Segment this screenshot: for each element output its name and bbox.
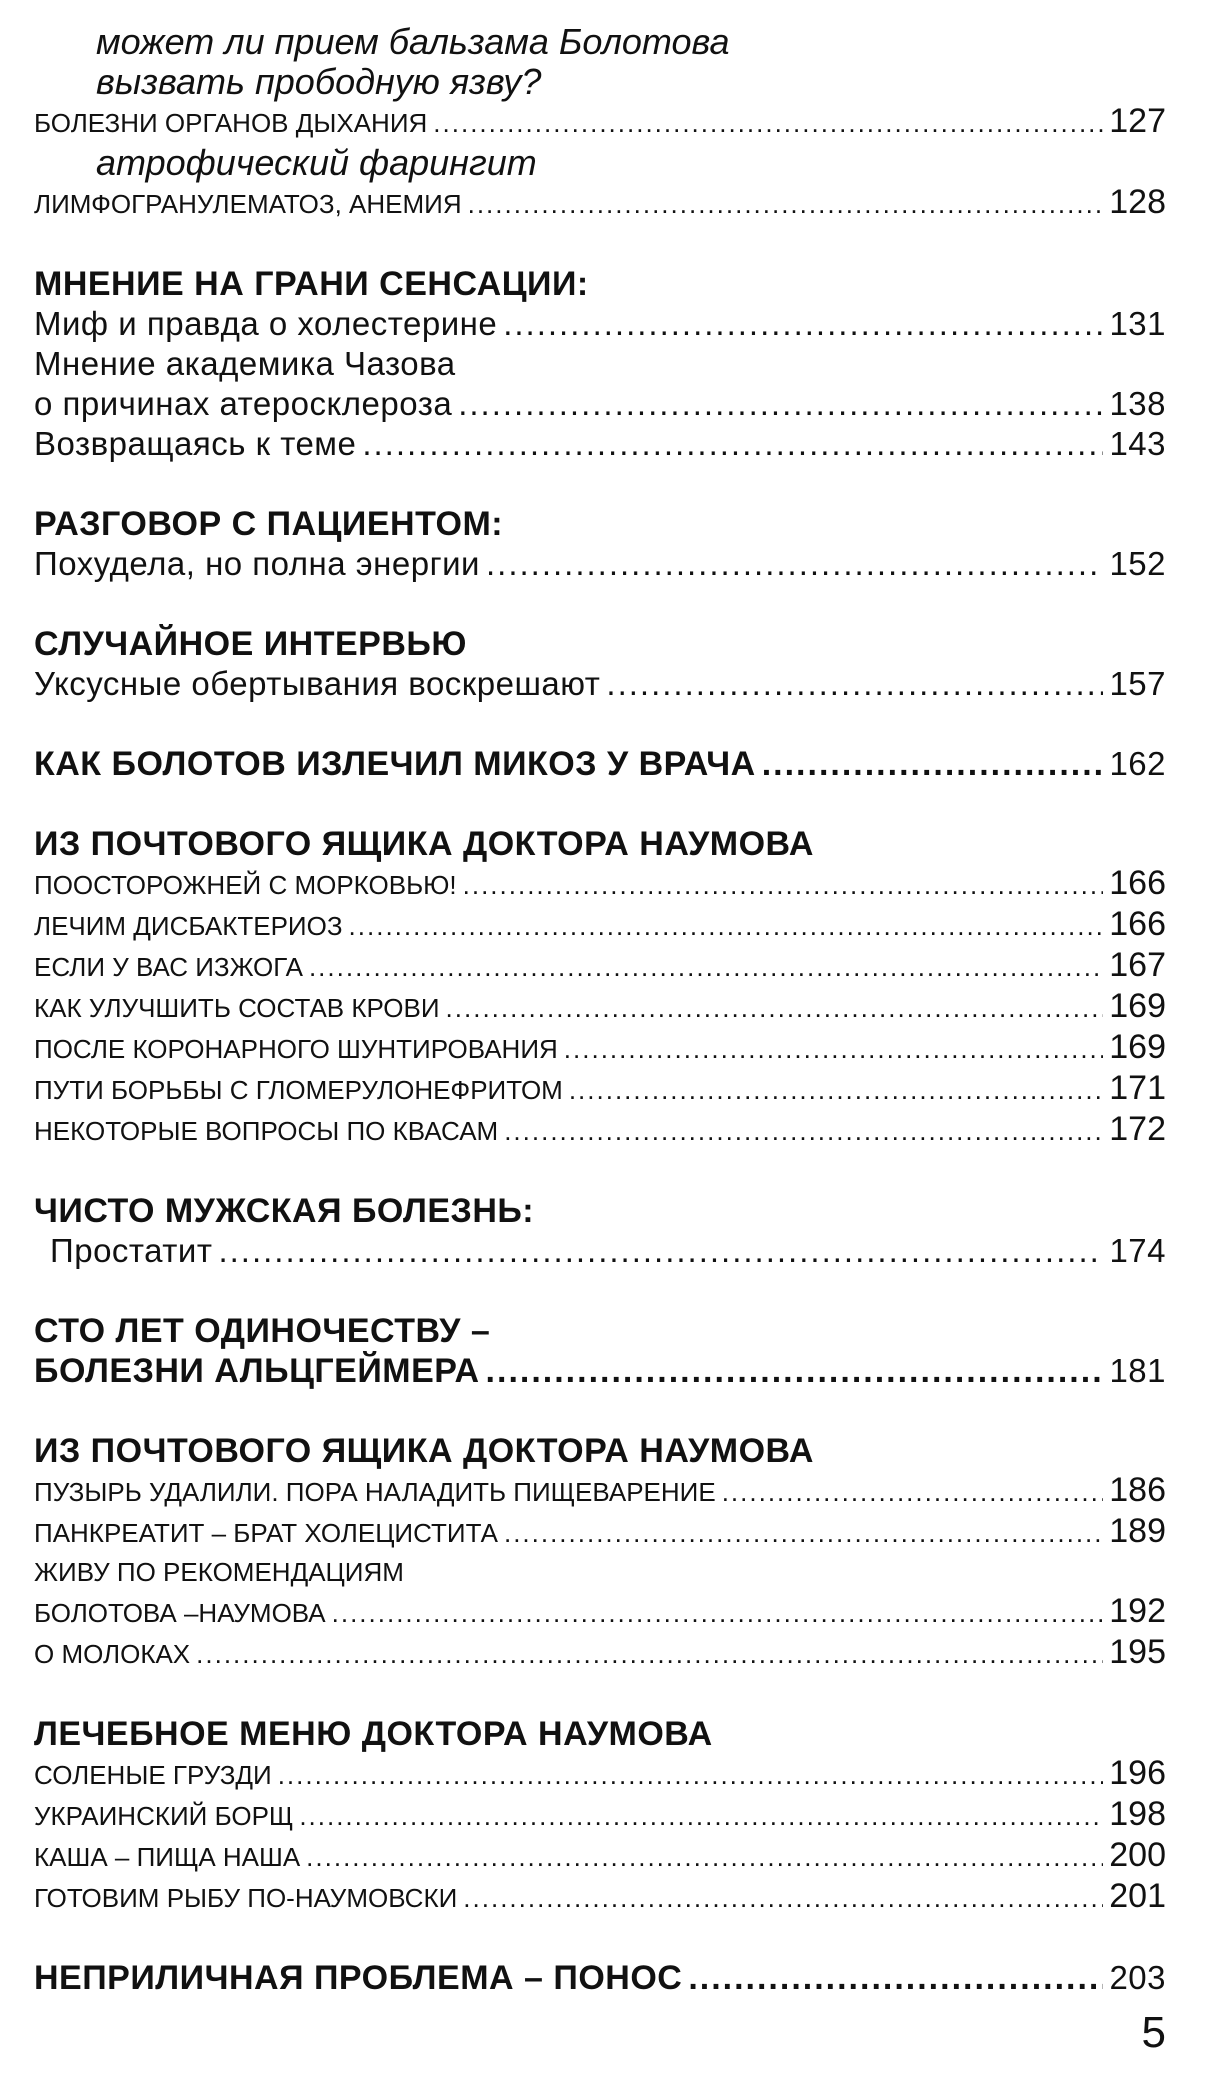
note-line: атрофический фарингит [96, 142, 537, 183]
entry-title: КАША – ПИЩА НАША [34, 1842, 301, 1872]
toc-entry [34, 864, 1166, 905]
dot-leader [722, 1473, 1104, 1512]
toc-entry [34, 102, 1166, 143]
entry-page: 189 [1109, 1512, 1166, 1550]
section-heading: СТО ЛЕТ ОДИНОЧЕСТВУ – [34, 1312, 491, 1350]
dot-leader [309, 948, 1103, 987]
entry-page: 196 [1109, 1754, 1166, 1792]
entry-page: 127 [1109, 102, 1166, 140]
toc-entry [34, 544, 1166, 584]
entry-page: 128 [1109, 183, 1166, 221]
entry-title: о причинах атеросклероза [34, 385, 453, 422]
toc-entry [34, 987, 1166, 1028]
section-heading: ЛЕЧЕБНОЕ МЕНЮ ДОКТОРА НАУМОВА [34, 1715, 713, 1753]
section-heading: ИЗ ПОЧТОВОГО ЯЩИКА ДОКТОРА НАУМОВА [34, 1432, 814, 1470]
toc-entry [34, 424, 1166, 464]
spacer [34, 704, 1166, 744]
entry-page: 143 [1109, 425, 1166, 462]
entry-title: БОЛЕЗНИ ОРГАНОВ ДЫХАНИЯ [34, 108, 428, 138]
entry-title: КАК БОЛОТОВ ИЗЛЕЧИЛ МИКОЗ У ВРАЧА [34, 745, 756, 783]
section-heading: МНЕНИЕ НА ГРАНИ СЕНСАЦИИ: [34, 265, 589, 303]
toc-entry [34, 1028, 1166, 1069]
entry-title: ПУТИ БОРЬБЫ С ГЛОМЕРУЛОНЕФРИТОМ [34, 1075, 563, 1105]
toc-entry [34, 946, 1166, 987]
dot-leader [278, 1756, 1104, 1795]
toc-entry [34, 1633, 1166, 1674]
dot-leader [504, 1112, 1103, 1151]
entry-page: 169 [1109, 987, 1166, 1025]
entry-page: 174 [1109, 1232, 1166, 1269]
entry-page: 201 [1109, 1877, 1166, 1915]
entry-page: 166 [1109, 905, 1166, 943]
entry-page: 195 [1109, 1633, 1166, 1671]
dot-leader [486, 544, 1103, 584]
dot-leader [569, 1071, 1103, 1110]
dot-leader [564, 1030, 1103, 1069]
entry-title: О МОЛОКАХ [34, 1639, 191, 1669]
toc-entry [34, 304, 1166, 344]
entry-title: Миф и правда о холестерине [34, 305, 498, 342]
entry-page: 181 [1109, 1352, 1166, 1389]
toc-entry [34, 1512, 1166, 1553]
dot-leader [688, 1958, 1103, 1998]
entry-title: ПУЗЫРЬ УДАЛИЛИ. ПОРА НАЛАДИТЬ ПИЩЕВАРЕНИЕ [34, 1477, 716, 1507]
section-heading: РАЗГОВОР С ПАЦИЕНТОМ: [34, 505, 504, 543]
toc-entry [34, 744, 1166, 784]
dot-leader [503, 304, 1103, 344]
spacer [34, 584, 1166, 624]
section-heading: ЧИСТО МУЖСКАЯ БОЛЕЗНЬ: [34, 1192, 535, 1230]
toc-entry [34, 1471, 1166, 1512]
toc-entry [34, 1231, 1166, 1271]
entry-page: 203 [1109, 1959, 1166, 1996]
dot-leader [463, 1879, 1103, 1918]
dot-leader [504, 1514, 1103, 1553]
spacer [34, 1674, 1166, 1714]
entry-page: 157 [1109, 665, 1166, 702]
entry-title-line: ЖИВУ ПО РЕКОМЕНДАЦИЯМ [34, 1557, 404, 1587]
entry-title-line: Мнение академика Чазова [34, 345, 456, 382]
entry-title: ГОТОВИМ РЫБУ ПО-НАУМОВСКИ [34, 1883, 458, 1913]
entry-page: 192 [1109, 1592, 1166, 1630]
toc-entry [34, 1069, 1166, 1110]
entry-title: КАК УЛУЧШИТЬ СОСТАВ КРОВИ [34, 993, 440, 1023]
dot-leader [218, 1231, 1103, 1271]
dot-leader [446, 989, 1104, 1028]
entry-page: 172 [1109, 1110, 1166, 1148]
entry-page: 131 [1109, 305, 1166, 342]
toc-entry [34, 1110, 1166, 1151]
dot-leader [762, 744, 1104, 784]
entry-page: 167 [1109, 946, 1166, 984]
dot-leader [486, 1351, 1104, 1391]
entry-title: НЕКОТОРЫЕ ВОПРОСЫ ПО КВАСАМ [34, 1116, 499, 1146]
entry-page: 152 [1109, 545, 1166, 582]
toc-entry [34, 1592, 1166, 1633]
section-heading: СЛУЧАЙНОЕ ИНТЕРВЬЮ [34, 625, 467, 663]
dot-leader [458, 384, 1103, 424]
spacer [34, 1151, 1166, 1191]
entry-title: ПАНКРЕАТИТ – БРАТ ХОЛЕЦИСТИТА [34, 1518, 498, 1548]
spacer [34, 224, 1166, 264]
toc-entry [34, 905, 1166, 946]
entry-page: 171 [1109, 1069, 1166, 1107]
spacer [34, 1918, 1166, 1958]
toc-entry [34, 664, 1166, 704]
entry-page: 198 [1109, 1795, 1166, 1833]
entry-title: ЛЕЧИМ ДИСБАКТЕРИОЗ [34, 911, 343, 941]
dot-leader [196, 1635, 1103, 1674]
entry-title: Уксусные обертывания воскрешают [34, 665, 601, 702]
spacer [34, 1271, 1166, 1311]
dot-leader [349, 907, 1104, 946]
toc-entry [34, 1958, 1166, 1998]
section-heading: ИЗ ПОЧТОВОГО ЯЩИКА ДОКТОРА НАУМОВА [34, 825, 814, 863]
entry-title: Похудела, но полна энергии [34, 545, 480, 582]
note-line: вызвать прободную язву? [96, 61, 542, 102]
dot-leader [362, 424, 1103, 464]
entry-title: ПООСТОРОЖНЕЙ С МОРКОВЬЮ! [34, 870, 457, 900]
dot-leader [606, 664, 1103, 704]
entry-title: Возвращаясь к теме [34, 425, 357, 462]
entry-title: Простатит [50, 1232, 213, 1269]
entry-page: 200 [1109, 1836, 1166, 1874]
toc-entry [34, 1351, 1166, 1391]
entry-title: ЕСЛИ У ВАС ИЗЖОГА [34, 952, 303, 982]
dot-leader [468, 185, 1104, 224]
dot-leader [306, 1838, 1103, 1877]
entry-page: 166 [1109, 864, 1166, 902]
spacer [34, 784, 1166, 824]
entry-title: БОЛЕЗНИ АЛЬЦГЕЙМЕРА [34, 1352, 480, 1390]
spacer [34, 464, 1166, 504]
entry-page: 169 [1109, 1028, 1166, 1066]
entry-page: 186 [1109, 1471, 1166, 1509]
dot-leader [299, 1797, 1103, 1836]
spacer [34, 1391, 1166, 1431]
entry-title: УКРАИНСКИЙ БОРЩ [34, 1801, 294, 1831]
toc-entry [34, 1754, 1166, 1795]
entry-title: ПОСЛЕ КОРОНАРНОГО ШУНТИРОВАНИЯ [34, 1034, 558, 1064]
toc-entry [34, 1795, 1166, 1836]
toc-entry [34, 1877, 1166, 1918]
dot-leader [433, 104, 1103, 143]
toc-entry [34, 384, 1166, 424]
dot-leader [463, 866, 1104, 905]
toc-entry [34, 1836, 1166, 1877]
entry-title: СОЛЕНЫЕ ГРУЗДИ [34, 1760, 272, 1790]
entry-title: ЛИМФОГРАНУЛЕМАТОЗ, АНЕМИЯ [34, 189, 462, 219]
entry-title: НЕПРИЛИЧНАЯ ПРОБЛЕМА – ПОНОС [34, 1959, 683, 1997]
entry-page: 138 [1109, 385, 1166, 422]
note-line: может ли прием бальзама Болотова [96, 21, 730, 62]
toc-entry [34, 183, 1166, 224]
entry-page: 162 [1109, 745, 1166, 782]
dot-leader [332, 1594, 1104, 1633]
page-number: 5 [1141, 2008, 1166, 2057]
table-of-contents [34, 22, 1166, 1998]
entry-title: БОЛОТОВА –НАУМОВА [34, 1598, 326, 1628]
